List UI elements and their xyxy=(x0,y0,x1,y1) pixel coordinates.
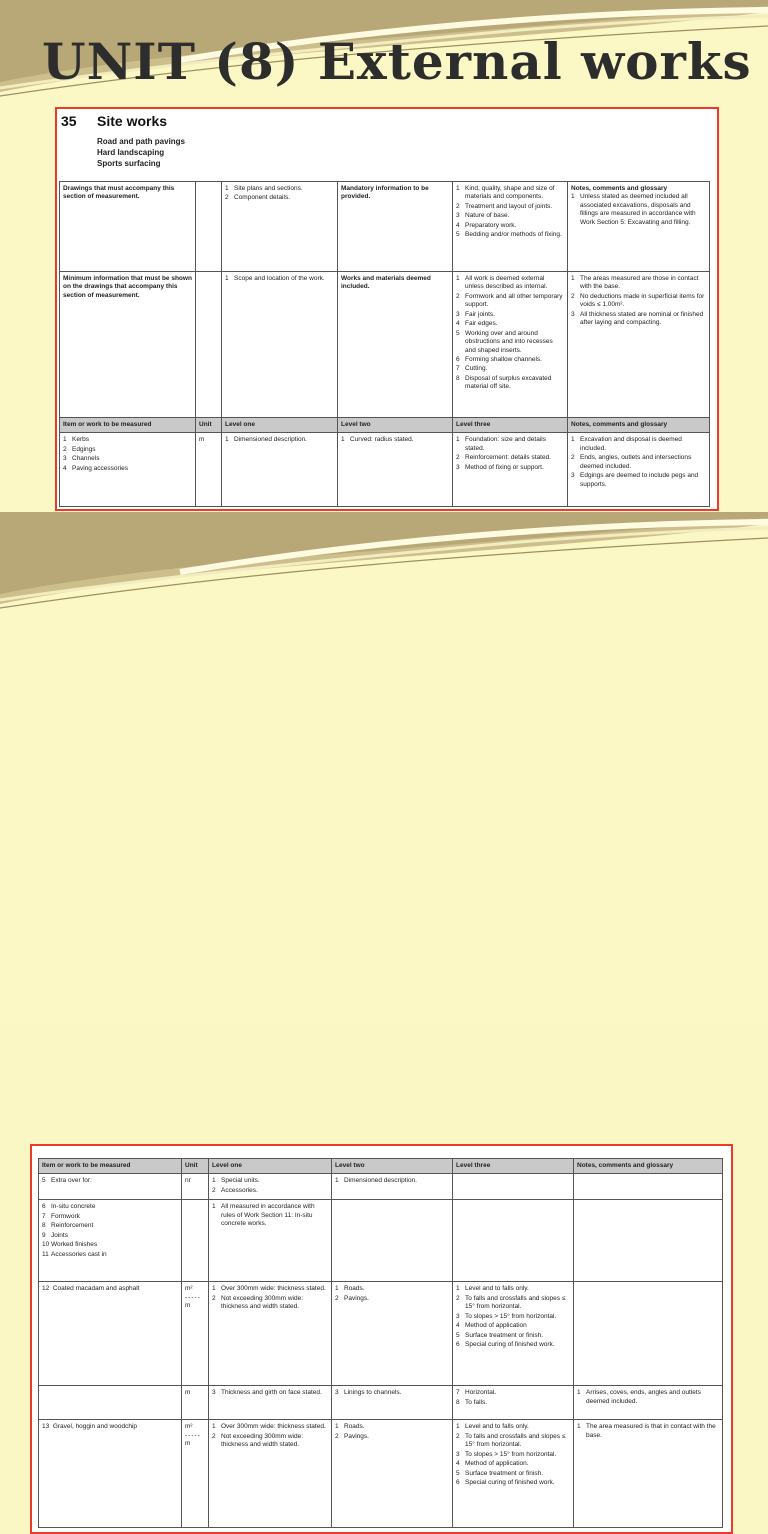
list-item xyxy=(341,436,449,444)
unit: m² xyxy=(185,1285,193,1293)
item-number: 3 xyxy=(212,1389,216,1397)
item-text: Curved: radius stated. xyxy=(350,436,414,444)
table-row xyxy=(39,1420,723,1528)
item-number: 1 xyxy=(212,1177,216,1185)
list-item xyxy=(212,1203,328,1228)
list-item xyxy=(42,1203,178,1211)
table-cell xyxy=(182,1420,209,1528)
list-item xyxy=(577,1389,719,1406)
item-number: 1 xyxy=(335,1177,339,1185)
unit: m xyxy=(185,1302,191,1310)
table-cell xyxy=(209,1200,332,1282)
item-number: 3 xyxy=(571,310,575,318)
item-text: Channels xyxy=(72,455,100,463)
item-text: Kerbs xyxy=(72,436,89,444)
item-number: 1 xyxy=(456,185,460,192)
unit-separator: ----- xyxy=(185,1431,201,1439)
item-text: Accessories cast in xyxy=(51,1250,107,1258)
item-number: 5 xyxy=(456,329,460,337)
table-cell xyxy=(39,1200,182,1282)
unit: m xyxy=(185,1440,191,1448)
table-cell xyxy=(60,433,196,507)
item-text: Unless stated as deemed included all associated excavations, disposals and fillings are measured in accordance with Work Section 5: Excavating and filling. xyxy=(580,193,696,226)
item-number: 3 xyxy=(63,455,67,463)
item-number: 12 xyxy=(42,1285,50,1293)
table-cell xyxy=(568,433,710,507)
item-text: Not exceeding 300mm wide: thickness and width stated. xyxy=(221,1294,304,1311)
item-text: Bedding and/or methods of fixing. xyxy=(465,231,562,239)
item-text: Paving accessories xyxy=(72,464,128,472)
item-text: Ends, angles, outlets and intersections deemed included. xyxy=(580,454,692,470)
list-item xyxy=(456,1399,570,1407)
item-number: 2 xyxy=(571,454,575,462)
column-header: Unit xyxy=(182,1159,209,1174)
column-header: Level one xyxy=(209,1159,332,1174)
list-item xyxy=(63,455,192,463)
list-item xyxy=(456,330,564,355)
table-cell xyxy=(453,1386,574,1420)
column-header: Item or work to be measured xyxy=(60,418,196,433)
list-item xyxy=(456,1389,570,1397)
item-number: 4 xyxy=(456,1460,460,1468)
item-number: 1 xyxy=(456,1423,460,1431)
item-text: Pavings. xyxy=(344,1294,369,1302)
section-number: 35 xyxy=(61,113,77,129)
item-number: 4 xyxy=(456,320,460,328)
item-number: 5 xyxy=(456,231,460,239)
item-number: 1 xyxy=(335,1285,339,1293)
item-text: Special units. xyxy=(221,1177,260,1185)
column-header: Notes, comments and glossary xyxy=(574,1159,723,1174)
list-item xyxy=(456,1322,570,1330)
item-number: 1 xyxy=(571,193,575,201)
table-cell xyxy=(453,1420,574,1528)
item-number: 4 xyxy=(456,221,460,229)
list-item xyxy=(335,1177,449,1185)
item-text: Edgings are deemed to include pegs and supports. xyxy=(580,472,699,488)
item-text: The area measured is that in contact with the base. xyxy=(586,1423,716,1439)
list-item xyxy=(456,1341,570,1349)
list-item xyxy=(456,320,564,328)
item-number: 2 xyxy=(456,292,460,300)
item-text: Roads. xyxy=(344,1423,365,1431)
section-name: Site works xyxy=(97,113,168,129)
table-cell xyxy=(209,1174,332,1200)
item-number: 2 xyxy=(456,454,460,462)
item-number: 7 xyxy=(456,1389,460,1397)
list-item xyxy=(456,293,564,310)
item-text: Forming shallow channels. xyxy=(465,355,542,363)
list-item xyxy=(335,1433,449,1441)
item-number: 1 xyxy=(577,1423,581,1431)
table-cell: Minimum information that must be shown on the drawings that accompany this section of measurement. xyxy=(60,272,196,418)
item-number: 6 xyxy=(456,1478,460,1486)
slide-1 xyxy=(0,0,768,512)
list-item xyxy=(456,231,564,239)
item-number: 8 xyxy=(42,1222,46,1230)
list-item xyxy=(456,1433,570,1450)
list-item xyxy=(456,356,564,364)
table-row xyxy=(60,182,710,272)
item-number: 3 xyxy=(456,463,460,471)
item-number: 10 xyxy=(42,1241,50,1249)
table-cell xyxy=(338,433,453,507)
table-header-row xyxy=(39,1159,723,1174)
column-header: Level two xyxy=(332,1159,453,1174)
column-header: Notes, comments and glossary xyxy=(568,418,710,433)
list-item xyxy=(571,193,706,227)
item-number: 1 xyxy=(212,1203,216,1211)
list-item xyxy=(456,1479,570,1487)
list-item xyxy=(456,1285,570,1293)
table-row xyxy=(60,433,710,507)
table-cell xyxy=(332,1282,453,1386)
item-text: To falls. xyxy=(465,1398,488,1406)
table-cell xyxy=(568,182,710,272)
item-number: 2 xyxy=(456,1432,460,1440)
item-number: 1 xyxy=(212,1285,216,1293)
item-text: Method of fixing or support. xyxy=(465,463,544,471)
list-item xyxy=(456,275,564,292)
item-text: All work is deemed external unless described as internal. xyxy=(465,275,548,291)
table-cell xyxy=(332,1420,453,1528)
section-subtitle: Sports surfacing xyxy=(97,159,161,168)
list-item xyxy=(577,1423,719,1440)
list-item xyxy=(42,1251,178,1259)
table-cell xyxy=(568,272,710,418)
item-text: To falls and crossfalls and slopes ≤ 15° from horizontal. xyxy=(465,1294,566,1311)
list-item xyxy=(456,375,564,392)
item-text: Foundation: size and details stated. xyxy=(465,436,546,452)
item-text: Disposal of surplus excavated material off site. xyxy=(465,374,552,391)
list-item xyxy=(42,1241,178,1249)
item-text: Special curing of finished work. xyxy=(465,1340,555,1348)
item-number: 2 xyxy=(63,445,67,453)
item-number: 2 xyxy=(335,1432,339,1440)
slide-2 xyxy=(0,512,768,1486)
column-header: Level two xyxy=(338,418,453,433)
table-cell xyxy=(182,1282,209,1386)
item-number: 6 xyxy=(456,355,460,363)
item-text: Over 300mm wide: thickness stated. xyxy=(221,1423,326,1431)
list-item xyxy=(63,465,192,473)
item-text: Accessories. xyxy=(221,1186,258,1194)
column-header: Unit xyxy=(196,418,222,433)
item-text: Worked finishes xyxy=(51,1241,98,1249)
item-text: The areas measured are those in contact with the base. xyxy=(580,275,699,291)
item-text: Linings to channels. xyxy=(344,1389,402,1397)
table-cell xyxy=(39,1420,182,1528)
list-item xyxy=(456,185,564,202)
list-item xyxy=(571,275,706,292)
list-item xyxy=(212,1285,328,1293)
item-number: 3 xyxy=(571,472,575,480)
list-item xyxy=(571,436,706,453)
list-item xyxy=(456,1332,570,1340)
item-text: Surface treatment or finish. xyxy=(465,1469,544,1477)
table-cell xyxy=(574,1420,723,1528)
item-number: 1 xyxy=(341,436,345,444)
item-text: To falls and crossfalls and slopes ≤ 15° from horizontal. xyxy=(465,1432,566,1449)
item-number: 1 xyxy=(225,275,229,282)
item-number: 1 xyxy=(571,275,575,282)
item-text: Reinforcement xyxy=(51,1222,94,1230)
site-works-table-image xyxy=(55,107,719,511)
item-number: 2 xyxy=(212,1432,216,1440)
list-item xyxy=(212,1423,328,1431)
list-item xyxy=(456,365,564,373)
item-text: Component details. xyxy=(234,194,291,202)
item-text: Thickness and girth on face stated. xyxy=(221,1389,322,1397)
list-item xyxy=(571,472,706,489)
wave-banner-decoration xyxy=(0,512,768,622)
pavings-table-image xyxy=(30,1144,733,1534)
list-item xyxy=(456,1423,570,1431)
item-number: 8 xyxy=(456,374,460,382)
item-text: All measured in accordance with rules of Work Section 11: In-situ concrete works. xyxy=(221,1203,315,1228)
column-header: Level three xyxy=(453,1159,574,1174)
list-item xyxy=(571,311,706,328)
table-row xyxy=(39,1200,723,1282)
list-item xyxy=(42,1232,178,1240)
unit-separator: ----- xyxy=(185,1293,201,1301)
item-number: 9 xyxy=(42,1231,46,1239)
item-text: Reinforcement: details stated. xyxy=(465,454,551,462)
item-number: 2 xyxy=(335,1294,339,1302)
item-text: Method of application xyxy=(465,1322,527,1330)
item-text: Scope and location of the work. xyxy=(234,275,325,282)
list-item xyxy=(335,1389,449,1397)
item-number: 7 xyxy=(456,365,460,373)
item-number: 1 xyxy=(225,436,229,444)
site-works-table xyxy=(59,181,710,507)
list-item xyxy=(456,212,564,220)
pavings-table xyxy=(38,1158,723,1528)
item-number: 1 xyxy=(225,185,229,192)
item-text: Fair joints. xyxy=(465,310,495,318)
list-item xyxy=(456,436,564,453)
item-number: 3 xyxy=(335,1389,339,1397)
item-text: Surface treatment or finish. xyxy=(465,1331,544,1339)
list-item xyxy=(212,1177,328,1185)
list-item xyxy=(212,1389,328,1397)
item-text: To slopes > 15° from horizontal. xyxy=(465,1450,557,1458)
item-text: Level and to falls only. xyxy=(465,1423,529,1431)
item-text: Excavation and disposal is deemed included. xyxy=(580,436,682,452)
item-number: 1 xyxy=(456,436,460,444)
item-number: 2 xyxy=(571,292,575,300)
table-cell: Works and materials deemed included. xyxy=(338,272,453,418)
item-number: 6 xyxy=(456,1340,460,1348)
column-header: Level one xyxy=(222,418,338,433)
item-text: Preparatory work. xyxy=(465,221,517,229)
list-item xyxy=(225,194,334,202)
section-heading xyxy=(61,113,167,131)
item-text: Treatment and layout of joints. xyxy=(465,202,553,210)
table-cell xyxy=(222,182,338,272)
list-item xyxy=(225,436,334,444)
item-number: 1 xyxy=(335,1423,339,1431)
table-cell: m xyxy=(182,1386,209,1420)
list-item xyxy=(63,446,192,454)
item-text: Over 300mm wide: thickness stated. xyxy=(221,1285,326,1293)
column-header: Item or work to be measured xyxy=(39,1159,182,1174)
table-cell xyxy=(453,433,568,507)
list-item xyxy=(42,1222,178,1230)
list-item xyxy=(456,1451,570,1459)
table-row xyxy=(39,1386,723,1420)
section-subtitle: Road and path pavings xyxy=(97,137,186,146)
table-cell: Drawings that must accompany this section of measurement. xyxy=(60,182,196,272)
item-text: Method of application. xyxy=(465,1460,529,1468)
list-item xyxy=(225,275,334,283)
list-item xyxy=(456,1470,570,1478)
item-number: 11 xyxy=(42,1250,49,1258)
item-number: 7 xyxy=(42,1212,46,1220)
table-row xyxy=(60,272,710,418)
list-item xyxy=(456,222,564,230)
item-text: Dimensioned description. xyxy=(344,1177,417,1185)
item-text: Level and to falls only. xyxy=(465,1285,529,1293)
item-text: All thickness stated are nominal or finished after laying and compacting. xyxy=(580,310,704,327)
item-text: Special curing of finished work. xyxy=(465,1478,555,1486)
item-text: Edgings xyxy=(72,445,96,453)
item-text: Fair edges. xyxy=(465,320,498,328)
item-number: 13 xyxy=(42,1423,50,1431)
table-cell xyxy=(209,1282,332,1386)
list-item xyxy=(335,1423,449,1431)
column-header: Level three xyxy=(453,418,568,433)
table-cell xyxy=(332,1174,453,1200)
list-item xyxy=(571,454,706,471)
item-text: Roads. xyxy=(344,1285,365,1293)
item-text: Joints xyxy=(51,1231,68,1239)
item-text: To slopes > 15° from horizontal. xyxy=(465,1312,557,1320)
list-item xyxy=(42,1213,178,1221)
item-text: Formwork xyxy=(51,1212,80,1220)
item-number: 3 xyxy=(456,1312,460,1320)
item-text: Working over and around obstructions and into recesses and shaped inserts. xyxy=(465,329,553,354)
item-number: 5 xyxy=(456,1469,460,1477)
list-item xyxy=(456,464,564,472)
list-item xyxy=(63,436,192,444)
table-cell xyxy=(453,182,568,272)
item-text: No deductions made in superficial items for voids ≤ 1.00m². xyxy=(580,292,705,309)
list-item xyxy=(456,454,564,462)
item-number: 4 xyxy=(63,464,67,472)
list-item xyxy=(212,1433,328,1450)
table-cell xyxy=(332,1386,453,1420)
item-number: 5 xyxy=(42,1177,46,1185)
unit: m² xyxy=(185,1423,193,1431)
item-number: 2 xyxy=(225,194,229,202)
item-number: 2 xyxy=(456,1294,460,1302)
list-item xyxy=(212,1295,328,1312)
table-cell xyxy=(39,1282,182,1386)
item-number: 1 xyxy=(456,1285,460,1293)
list-item xyxy=(571,293,706,310)
item-text: Dimensioned description. xyxy=(234,436,307,444)
list-item xyxy=(456,1295,570,1312)
item-number: 1 xyxy=(456,275,460,282)
table-cell xyxy=(453,272,568,418)
item-number: 2 xyxy=(456,202,460,210)
item-text: Pavings. xyxy=(344,1432,369,1440)
item-number: 2 xyxy=(212,1294,216,1302)
item-text: Cutting. xyxy=(465,365,488,373)
item-number: 6 xyxy=(42,1203,46,1211)
item-number: 2 xyxy=(212,1186,216,1194)
table-header-row xyxy=(60,418,710,433)
list-item xyxy=(456,203,564,211)
table-cell: m xyxy=(196,433,222,507)
table-cell xyxy=(453,1282,574,1386)
item-text: In-situ concrete xyxy=(51,1203,96,1211)
item-number: 3 xyxy=(456,310,460,318)
item-number: 1 xyxy=(63,436,67,444)
list-item xyxy=(456,311,564,319)
item-number: 4 xyxy=(456,1322,460,1330)
item-text: Extra over for: xyxy=(51,1177,92,1185)
table-cell: Mandatory information to be provided. xyxy=(338,182,453,272)
item-text: Horizontal. xyxy=(465,1389,497,1397)
slide-title: UNIT (8) External works xyxy=(42,32,752,91)
section-subtitle: Hard landscaping xyxy=(97,148,165,157)
list-item xyxy=(212,1187,328,1195)
table-cell xyxy=(574,1386,723,1420)
item-number: 1 xyxy=(212,1423,216,1431)
item-text: Not exceeding 300mm wide: thickness and width stated. xyxy=(221,1432,304,1449)
table-row xyxy=(39,1282,723,1386)
item-text: Site plans and sections. xyxy=(234,185,303,192)
list-item xyxy=(335,1295,449,1303)
item-number: 1 xyxy=(571,436,575,444)
item-number: 3 xyxy=(456,212,460,220)
table-cell xyxy=(222,272,338,418)
item-number: 3 xyxy=(456,1450,460,1458)
list-item xyxy=(456,1313,570,1321)
table-cell: nr xyxy=(182,1174,209,1200)
table-cell xyxy=(222,433,338,507)
item-number: 1 xyxy=(577,1389,581,1397)
table-cell xyxy=(209,1420,332,1528)
item-text: Nature of base. xyxy=(465,212,510,220)
item-text: Gravel, hoggin and woodchip xyxy=(52,1423,138,1431)
item-number: 5 xyxy=(456,1331,460,1339)
item-text: Arrises, coves, ends, angles and outlets deemed included. xyxy=(586,1389,701,1405)
notes-header: Notes, comments and glossary xyxy=(571,185,668,192)
item-text: Coated macadam and asphalt xyxy=(52,1285,140,1293)
list-item xyxy=(225,185,334,193)
list-item xyxy=(335,1285,449,1293)
item-text: Formwork and all other temporary support. xyxy=(465,292,563,309)
table-cell xyxy=(209,1386,332,1420)
table-cell xyxy=(39,1174,182,1200)
item-text: Kind, quality, shape and size of materials and components. xyxy=(465,185,555,201)
table-row xyxy=(39,1174,723,1200)
item-number: 8 xyxy=(456,1398,460,1406)
list-item xyxy=(456,1460,570,1468)
